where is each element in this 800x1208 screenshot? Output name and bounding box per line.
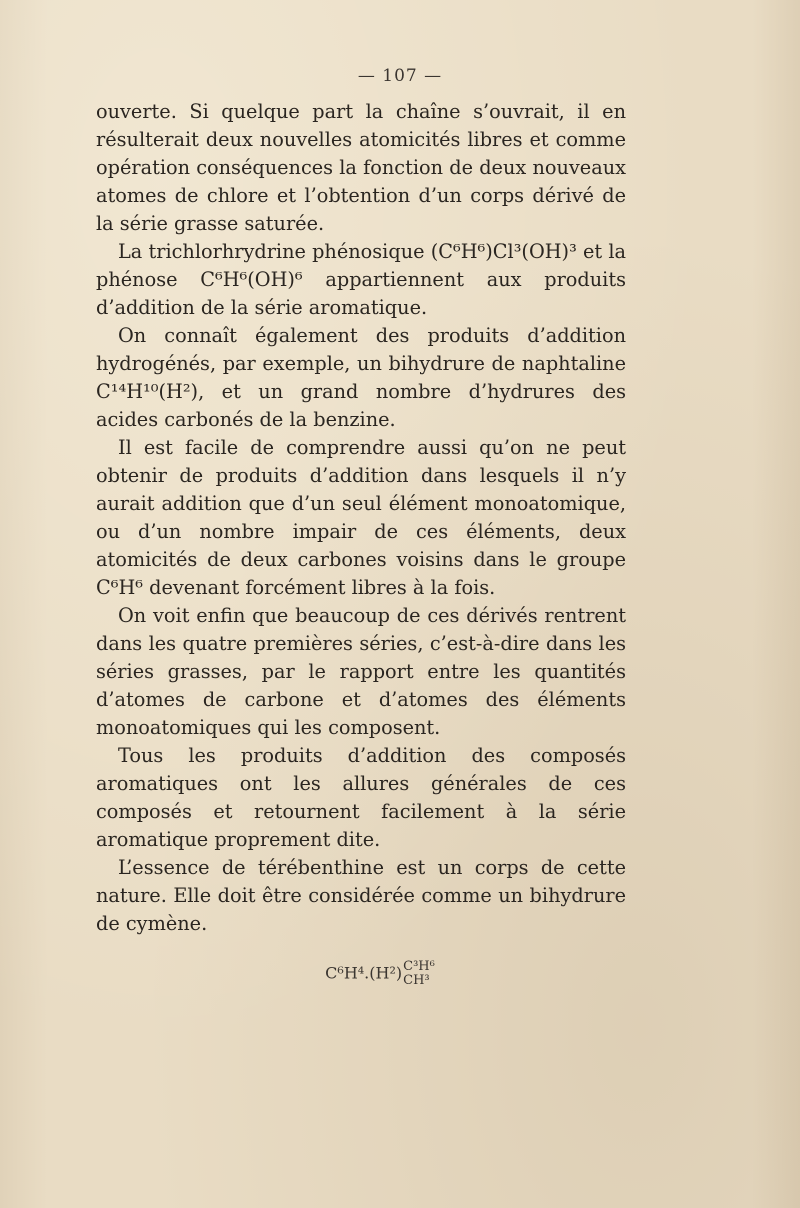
paragraph-6: Tous les produits d’addition des composés aromatiques ont les allures générales de ces composés et retournent facilement à la série aromatique proprement dite.: [96, 744, 626, 851]
paragraph-7: L’essence de térébenthine est un corps de cette nature. Elle doit être considérée comme un bihydrure de cymène.: [96, 856, 626, 935]
formula-lower: CH³: [403, 973, 430, 988]
page-number: — 107 —: [357, 66, 443, 86]
paragraph-1: ouverte. Si quelque part la chaîne s’ouvrait, il en résulterait deux nouvelles atomicités libres et comme opération conséquences la fonction de deux nouveaux atomes de chlore et l’obtention d’un corps dérivé de la série grasse saturée.: [96, 100, 626, 235]
formula-upper: C³H⁶: [403, 959, 435, 974]
formula-base: C⁶H⁴.(H²): [325, 963, 403, 983]
paragraph-2: La trichlorhrydrine phénosique (C⁶H⁶)Cl³(OH)³ et la phénose C⁶H⁶(OH)⁶ appartiennent aux produits d’addition de la série aromatique.: [96, 240, 626, 319]
formula-substituents: [403, 960, 435, 988]
paragraph-3: On connaît également des produits d’addition hydrogénés, par exemple, un bihydrure de naphtaline C¹⁴H¹⁰(H²), et un grand nombre d’hydrures des acides carbonés de la benzine.: [96, 324, 626, 431]
cymene-formula: [0, 960, 760, 988]
body-text: [96, 98, 626, 938]
paragraph-4: Il est facile de comprendre aussi qu’on ne peut obtenir de produits d’addition dans lesquels il n’y aurait addition que d’un seul élément monoatomique, ou d’un nombre impair de ces éléments, deux atomicités de deux carbones voisins dans le groupe C⁶H⁶ devenant forcément libres à la fois.: [96, 436, 626, 599]
paragraph-5: On voit enfin que beaucoup de ces dérivés rentrent dans les quatre premières séries, c’est-à-dire dans les séries grasses, par le rapport entre les quantités d’atomes de carbone et d’atomes des éléments monoatomiques qui les composent.: [96, 604, 626, 739]
